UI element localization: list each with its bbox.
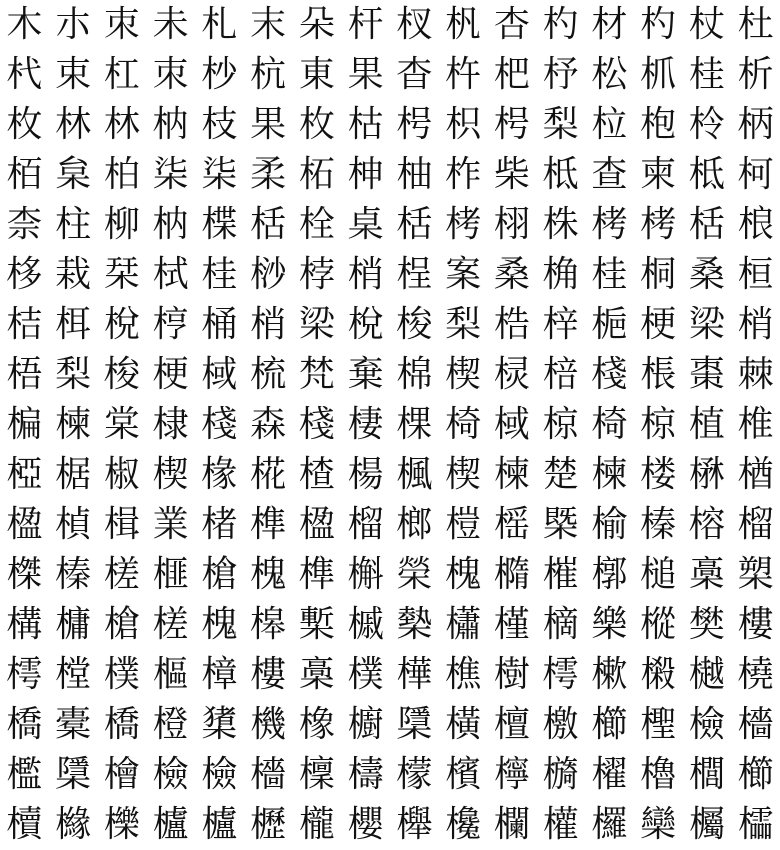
- glyph-cell: 椒: [103, 454, 140, 495]
- glyph-cell: 欏: [591, 804, 628, 845]
- glyph-cell: 楪: [201, 204, 238, 245]
- glyph-cell: 棓: [542, 354, 579, 395]
- glyph-cell: 柚: [396, 154, 433, 195]
- glyph-cell: 桯: [396, 254, 433, 295]
- glyph-cell: 梭: [396, 304, 433, 345]
- glyph-cell: 栝: [250, 204, 287, 245]
- glyph-cell: 枘: [152, 204, 189, 245]
- glyph-cell: 梢: [737, 304, 774, 345]
- glyph-cell: 杓: [542, 4, 579, 45]
- glyph-cell: 機: [250, 704, 287, 745]
- glyph-cell: 槀: [688, 554, 725, 595]
- glyph-cell: 槩: [542, 504, 579, 545]
- glyph-cell: 樀: [542, 604, 579, 645]
- glyph-cell: 楫: [103, 504, 140, 545]
- glyph-cell: 樧: [640, 654, 677, 695]
- glyph-cell: 柴: [493, 154, 530, 195]
- glyph-cell: 櫝: [6, 804, 43, 845]
- glyph-cell: 梵: [298, 354, 335, 395]
- glyph-cell: 樸: [347, 654, 384, 695]
- glyph-cell: 楂: [298, 454, 335, 495]
- glyph-cell: 梲: [347, 304, 384, 345]
- glyph-cell: 栲: [640, 204, 677, 245]
- glyph-cell: 梏: [493, 304, 530, 345]
- glyph-cell: 檄: [542, 704, 579, 745]
- glyph-cell: 桫: [250, 254, 287, 295]
- glyph-cell: 橥: [201, 704, 238, 745]
- glyph-cell: 植: [688, 404, 725, 445]
- glyph-cell: 杜: [737, 4, 774, 45]
- glyph-cell: 樕: [591, 654, 628, 695]
- glyph-cell: 槎: [103, 554, 140, 595]
- glyph-cell: 槧: [298, 604, 335, 645]
- glyph-cell: 榣: [493, 504, 530, 545]
- glyph-cell: 梨: [542, 104, 579, 145]
- glyph-cell: 樞: [152, 654, 189, 695]
- glyph-cell: 楔: [445, 354, 482, 395]
- glyph-cell: 楓: [396, 454, 433, 495]
- glyph-cell: 梳: [250, 354, 287, 395]
- glyph-cell: 槷: [396, 604, 433, 645]
- glyph-cell: 楢: [737, 454, 774, 495]
- glyph-cell: 杷: [493, 54, 530, 95]
- glyph-cell: 柛: [347, 154, 384, 195]
- glyph-cell: 柞: [445, 154, 482, 195]
- glyph-cell: 檢: [201, 754, 238, 795]
- glyph-cell: 株: [542, 204, 579, 245]
- glyph-cell: 棫: [201, 354, 238, 395]
- glyph-cell: 桓: [737, 254, 774, 295]
- glyph-cell: 楨: [55, 504, 92, 545]
- glyph-cell: 果: [250, 104, 287, 145]
- glyph-cell: 棧: [591, 354, 628, 395]
- glyph-cell: 槊: [737, 554, 774, 595]
- glyph-cell: 杏: [493, 4, 530, 45]
- glyph-cell: 檬: [396, 754, 433, 795]
- glyph-cell: 梨: [55, 354, 92, 395]
- glyph-cell: 椛: [250, 454, 287, 495]
- glyph-cell: 櫚: [688, 754, 725, 795]
- glyph-cell: 榫: [298, 554, 335, 595]
- glyph-cell: 杙: [6, 54, 43, 95]
- glyph-cell: 梗: [152, 354, 189, 395]
- glyph-cell: 楝: [55, 404, 92, 445]
- glyph-cell: 桂: [201, 254, 238, 295]
- glyph-cell: 杪: [201, 54, 238, 95]
- glyph-cell: 梁: [688, 304, 725, 345]
- glyph-cell: 枚: [6, 104, 43, 145]
- glyph-cell: 槀: [298, 654, 335, 695]
- glyph-cell: 檣: [737, 704, 774, 745]
- glyph-cell: 杆: [347, 4, 384, 45]
- glyph-cell: 栓: [298, 204, 335, 245]
- glyph-cell: 札: [201, 4, 238, 45]
- glyph-cell: 桑: [688, 254, 725, 295]
- glyph-cell: 枲: [55, 154, 92, 195]
- glyph-cell: 棫: [493, 404, 530, 445]
- glyph-cell: 榫: [250, 504, 287, 545]
- glyph-cell: 樗: [6, 654, 43, 695]
- glyph-cell: 橫: [445, 704, 482, 745]
- glyph-cell: 楹: [298, 504, 335, 545]
- glyph-cell: 枵: [396, 104, 433, 145]
- glyph-cell: 柒: [201, 154, 238, 195]
- glyph-cell: 檀: [493, 704, 530, 745]
- glyph-cell: 梔: [591, 304, 628, 345]
- glyph-cell: 欃: [445, 804, 482, 845]
- glyph-cell: 椐: [55, 454, 92, 495]
- glyph-cell: 柘: [298, 154, 335, 195]
- glyph-cell: 柢: [542, 154, 579, 195]
- glyph-cell: 杳: [396, 54, 433, 95]
- glyph-cell: 棘: [737, 354, 774, 395]
- glyph-cell: 橋: [6, 704, 43, 745]
- glyph-cell: 桹: [737, 204, 774, 245]
- glyph-cell: 桷: [542, 254, 579, 295]
- glyph-cell: 森: [250, 404, 287, 445]
- glyph-cell: 檁: [298, 754, 335, 795]
- glyph-cell: 槍: [201, 554, 238, 595]
- glyph-cell: 桂: [688, 54, 725, 95]
- glyph-cell: 梗: [640, 304, 677, 345]
- glyph-cell: 束: [55, 54, 92, 95]
- glyph-cell: 楔: [152, 454, 189, 495]
- glyph-cell: 栝: [396, 204, 433, 245]
- glyph-cell: 杈: [396, 4, 433, 45]
- glyph-cell: 椅: [591, 404, 628, 445]
- glyph-cell: 榤: [6, 554, 43, 595]
- glyph-cell: 梓: [542, 304, 579, 345]
- glyph-cell: 檸: [493, 754, 530, 795]
- glyph-cell: 朩: [55, 4, 92, 45]
- glyph-cell: 橋: [103, 704, 140, 745]
- glyph-cell: 樗: [542, 654, 579, 695]
- glyph-cell: 欘: [688, 804, 725, 845]
- glyph-cell: 桲: [298, 254, 335, 295]
- glyph-cell: 杭: [250, 54, 287, 95]
- glyph-cell: 櫺: [737, 804, 774, 845]
- glyph-cell: 櫸: [396, 804, 433, 845]
- glyph-cell: 栲: [445, 204, 482, 245]
- glyph-cell: 樘: [55, 654, 92, 695]
- glyph-cell: 樓: [737, 604, 774, 645]
- glyph-cell: 松: [591, 54, 628, 95]
- glyph-cell: 杖: [688, 4, 725, 45]
- glyph-cell: 櫳: [298, 804, 335, 845]
- glyph-cell: 槍: [103, 604, 140, 645]
- glyph-cell: 棗: [688, 354, 725, 395]
- glyph-cell: 橙: [152, 704, 189, 745]
- glyph-cell: 棵: [396, 404, 433, 445]
- glyph-cell: 檣: [250, 754, 287, 795]
- glyph-cell: 樸: [103, 654, 140, 695]
- glyph-cell: 木: [6, 4, 43, 45]
- glyph-cell: 析: [737, 54, 774, 95]
- glyph-cell: 橡: [298, 704, 335, 745]
- glyph-cell: 櫓: [640, 754, 677, 795]
- glyph-cell: 林: [103, 104, 140, 145]
- glyph-cell: 棖: [640, 354, 677, 395]
- glyph-cell: 樹: [493, 654, 530, 695]
- glyph-cell: 柯: [737, 154, 774, 195]
- glyph-cell: 楚: [542, 454, 579, 495]
- glyph-cell: 櫹: [445, 604, 482, 645]
- glyph-cell: 柔: [250, 154, 287, 195]
- glyph-cell: 材: [591, 4, 628, 45]
- glyph-cell: 樅: [640, 604, 677, 645]
- glyph-cell: 橐: [55, 704, 92, 745]
- glyph-cell: 樵: [445, 654, 482, 695]
- glyph-cell: 柄: [737, 104, 774, 145]
- glyph-cell: 柳: [103, 204, 140, 245]
- glyph-cell: 榴: [347, 504, 384, 545]
- glyph-cell: 業: [152, 504, 189, 545]
- glyph-cell: 棉: [396, 354, 433, 395]
- glyph-cell: 栮: [55, 304, 92, 345]
- glyph-cell: 檢: [152, 754, 189, 795]
- glyph-cell: 榮: [396, 554, 433, 595]
- glyph-cell: 橢: [493, 554, 530, 595]
- glyph-cell: 榧: [152, 554, 189, 595]
- glyph-cell: 榛: [55, 554, 92, 595]
- glyph-cell: 檃: [396, 704, 433, 745]
- glyph-cell: 栝: [688, 204, 725, 245]
- glyph-cell: 柒: [152, 154, 189, 195]
- glyph-cell: 棂: [493, 354, 530, 395]
- glyph-cell: 枹: [640, 104, 677, 145]
- glyph-cell: 槦: [55, 604, 92, 645]
- glyph-cell: 檮: [347, 754, 384, 795]
- glyph-cell: 枳: [445, 104, 482, 145]
- glyph-cell: 槿: [493, 604, 530, 645]
- glyph-cell: 楙: [688, 454, 725, 495]
- glyph-cell: 栘: [6, 254, 43, 295]
- glyph-cell: 查: [591, 154, 628, 195]
- glyph-cell: 柱: [55, 204, 92, 245]
- glyph-cell: 杋: [445, 4, 482, 45]
- glyph-cell: 櫥: [347, 704, 384, 745]
- glyph-cell: 權: [542, 804, 579, 845]
- glyph-cell: 檹: [542, 754, 579, 795]
- glyph-cell: 柃: [688, 104, 725, 145]
- glyph-cell: 櫨: [152, 804, 189, 845]
- glyph-cell: 棧: [298, 404, 335, 445]
- glyph-cell: 檻: [6, 754, 43, 795]
- glyph-cell: 櫞: [55, 804, 92, 845]
- glyph-cell: 檉: [640, 704, 677, 745]
- glyph-cell: 梈: [152, 304, 189, 345]
- glyph-cell: 樾: [688, 654, 725, 695]
- glyph-cell: 楔: [445, 454, 482, 495]
- glyph-cell: 枘: [152, 104, 189, 145]
- glyph-cell: 槐: [201, 604, 238, 645]
- glyph-cell: 槌: [640, 554, 677, 595]
- glyph-cell: 柬: [640, 154, 677, 195]
- glyph-cell: 榿: [445, 504, 482, 545]
- glyph-cell: 欒: [640, 804, 677, 845]
- glyph-cell: 檜: [103, 754, 140, 795]
- glyph-cell: 樺: [396, 654, 433, 695]
- glyph-cell: 櫨: [201, 804, 238, 845]
- glyph-cell: 櫂: [591, 754, 628, 795]
- glyph-cell: 梨: [445, 304, 482, 345]
- glyph-cell: 梢: [347, 254, 384, 295]
- glyph-cell: 槔: [250, 604, 287, 645]
- glyph-cell: 槨: [591, 554, 628, 595]
- glyph-cell: 櫛: [737, 754, 774, 795]
- glyph-cell: 欄: [493, 804, 530, 845]
- glyph-cell: 栩: [493, 204, 530, 245]
- glyph-cell: 檃: [55, 754, 92, 795]
- glyph-cell: 枝: [201, 104, 238, 145]
- glyph-cell: 椽: [201, 454, 238, 495]
- glyph-cell: 梲: [103, 304, 140, 345]
- glyph-cell: 榔: [396, 504, 433, 545]
- glyph-cell: 林: [55, 104, 92, 145]
- glyph-cell: 櫟: [103, 804, 140, 845]
- glyph-cell: 枛: [640, 54, 677, 95]
- glyph-cell: 未: [152, 4, 189, 45]
- glyph-cell: 梢: [250, 304, 287, 345]
- glyph-cell: 楊: [347, 454, 384, 495]
- glyph-cell: 柢: [688, 154, 725, 195]
- glyph-cell: 杼: [542, 54, 579, 95]
- glyph-cell: 樊: [688, 604, 725, 645]
- glyph-cell: 樂: [591, 604, 628, 645]
- glyph-cell: 柆: [591, 104, 628, 145]
- glyph-cell: 構: [6, 604, 43, 645]
- glyph-cell: 樓: [250, 654, 287, 695]
- glyph-cell: 槲: [347, 554, 384, 595]
- glyph-cell: 榴: [737, 504, 774, 545]
- glyph-cell: 槐: [445, 554, 482, 595]
- glyph-cell: 栻: [152, 254, 189, 295]
- glyph-cell: 楄: [6, 404, 43, 445]
- glyph-cell: 棄: [347, 354, 384, 395]
- glyph-cell: 棠: [103, 404, 140, 445]
- glyph-cell: 枚: [298, 104, 335, 145]
- glyph-cell: 櫪: [250, 804, 287, 845]
- glyph-cell: 梭: [103, 354, 140, 395]
- glyph-cell: 枯: [347, 104, 384, 145]
- glyph-cell: 朿: [103, 4, 140, 45]
- glyph-cell: 榆: [591, 504, 628, 545]
- glyph-cell: 桂: [591, 254, 628, 295]
- glyph-cell: 朵: [298, 4, 335, 45]
- glyph-cell: 楝: [591, 454, 628, 495]
- glyph-cell: 梧: [6, 354, 43, 395]
- glyph-cell: 櫛: [591, 704, 628, 745]
- glyph-cell: 朿: [152, 54, 189, 95]
- glyph-cell: 桔: [6, 304, 43, 345]
- glyph-cell: 槐: [250, 554, 287, 595]
- glyph-cell: 桑: [493, 254, 530, 295]
- glyph-cell: 槎: [152, 604, 189, 645]
- glyph-cell: 橈: [737, 654, 774, 695]
- glyph-cell: 楼: [640, 454, 677, 495]
- glyph-cell: 楮: [201, 504, 238, 545]
- glyph-cell: 柰: [6, 204, 43, 245]
- glyph-cell: 槭: [347, 604, 384, 645]
- glyph-cell: 椋: [542, 404, 579, 445]
- glyph-cell: 檳: [445, 754, 482, 795]
- glyph-cell: 棲: [347, 404, 384, 445]
- glyph-cell: 杵: [445, 54, 482, 95]
- glyph-cell: 栞: [103, 254, 140, 295]
- glyph-cell: 案: [445, 254, 482, 295]
- glyph-cell: 楹: [6, 504, 43, 545]
- glyph-cell: 椋: [640, 404, 677, 445]
- glyph-cell: 桌: [347, 204, 384, 245]
- glyph-cell: 栲: [591, 204, 628, 245]
- glyph-cell: 榕: [688, 504, 725, 545]
- glyph-cell: 栽: [55, 254, 92, 295]
- glyph-cell: 末: [250, 4, 287, 45]
- glyph-cell: 槯: [542, 554, 579, 595]
- glyph-cell: 榛: [640, 504, 677, 545]
- glyph-cell: 梁: [298, 304, 335, 345]
- glyph-cell: 檢: [688, 704, 725, 745]
- glyph-cell: 柏: [103, 154, 140, 195]
- glyph-cell: 杠: [103, 54, 140, 95]
- glyph-cell: 枵: [493, 104, 530, 145]
- glyph-cell: 棣: [152, 404, 189, 445]
- glyph-cell: 楝: [493, 454, 530, 495]
- glyph-cell: 桶: [201, 304, 238, 345]
- glyph-cell: 桐: [640, 254, 677, 295]
- glyph-cell: 椎: [737, 404, 774, 445]
- glyph-cell: 櫻: [347, 804, 384, 845]
- glyph-cell: 東: [298, 54, 335, 95]
- glyph-cell: 棧: [201, 404, 238, 445]
- glyph-cell: 杓: [640, 4, 677, 45]
- glyph-cell: 果: [347, 54, 384, 95]
- glyph-cell: 栢: [6, 154, 43, 195]
- glyph-cell: 椏: [6, 454, 43, 495]
- glyph-cell: 椅: [445, 404, 482, 445]
- glyph-cell: 樟: [201, 654, 238, 695]
